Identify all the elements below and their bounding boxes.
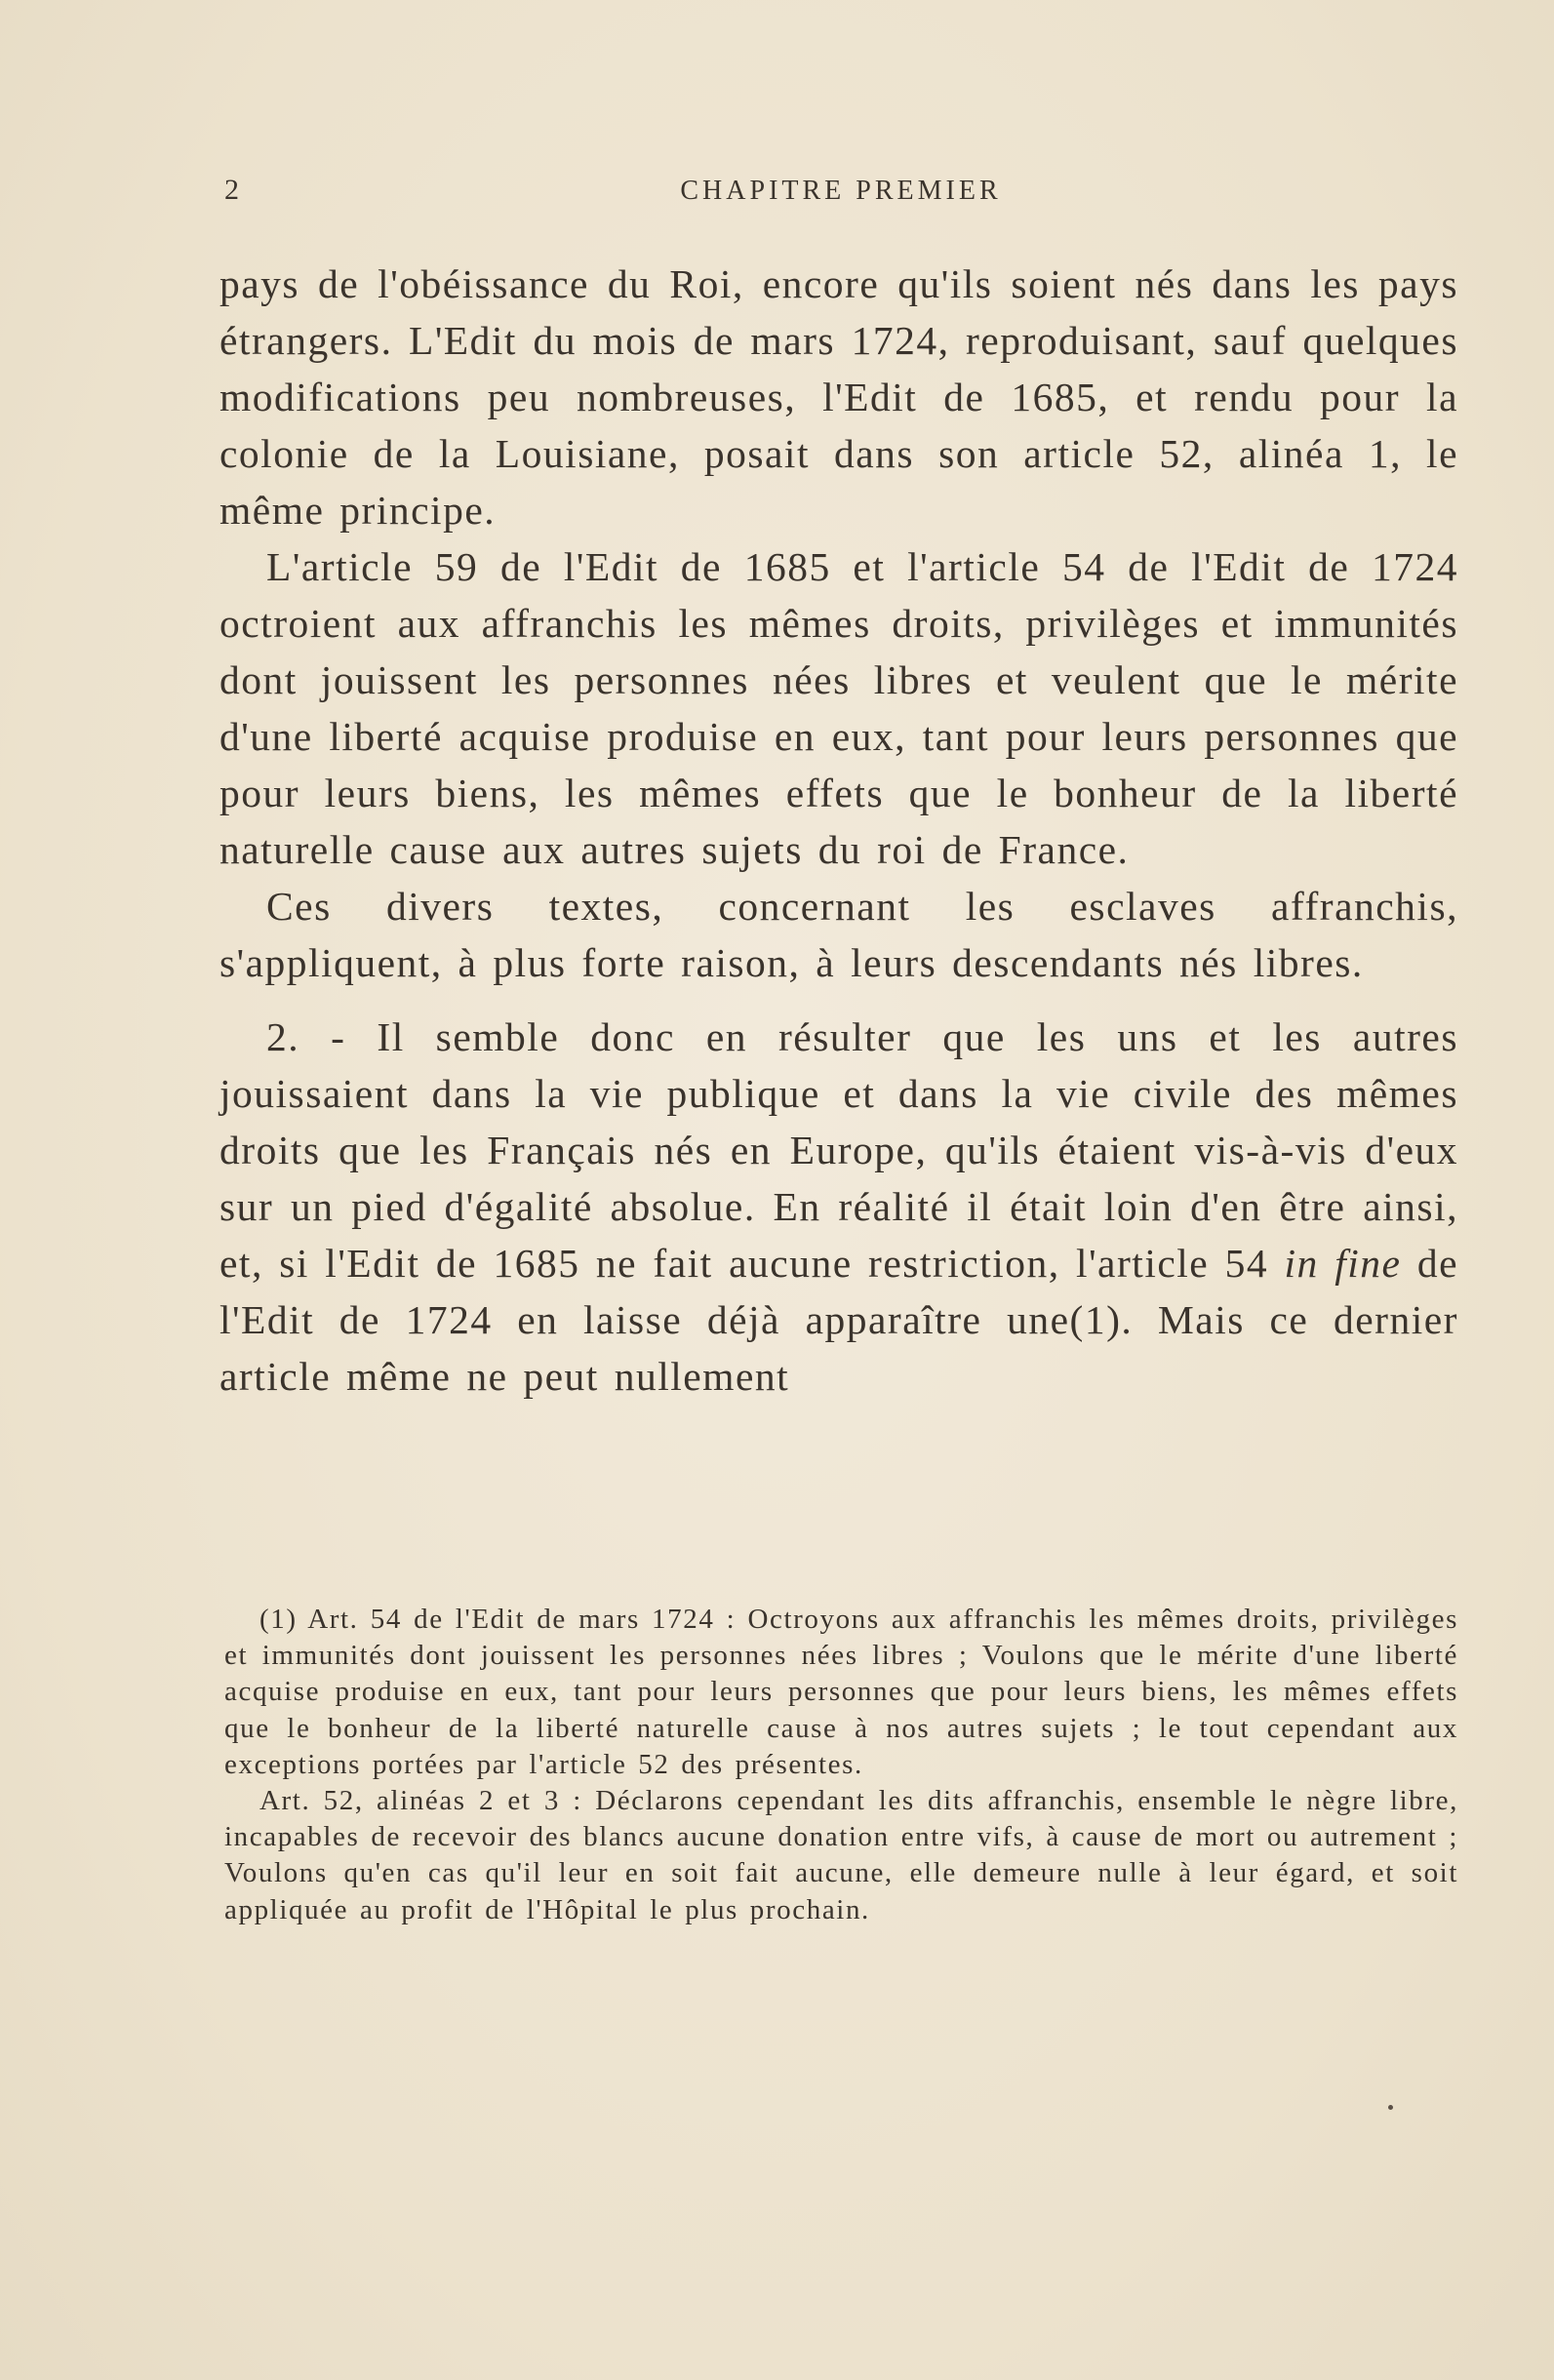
section-2-text-continued: de l'Edit de 1724 en laisse déjà apparaître une(1). Mais ce dernier article même ne peut nullement [219,1241,1459,1399]
paragraph-article-59: L'article 59 de l'Edit de 1685 et l'article 54 de l'Edit de 1724 octroient aux affranchis les mêmes droits, privilèges et immunités dont jouissent les personnes nées libres et veulent que le mérite d'une liberté acquise produise en eux, tant pour leurs personnes que pour leurs biens, les mêmes effets que le bonheur de la liberté naturelle cause aux autres sujets du roi de France. [219,544,1458,872]
footnotes [224,1602,1458,1928]
section-2-text: 2. - Il semble donc en résulter que les uns et les autres jouissaient dans la vie publique et dans la vie civile des mêmes droits que les Français nés en Europe, qu'ils étaient vis-à-vis d'eux sur un pied d'égalité absolue. En réalité il était loin d'en être ainsi, et, si l'Edit de 1685 ne fait aucune restriction, l'article 54 [219,1014,1458,1286]
page-number: 2 [224,174,240,206]
paragraph-divers-textes: Ces divers textes, concernant les esclaves affranchis, s'appliquent, à plus forte raison, à leurs descendants nés libres. [219,884,1458,985]
paper-speck [1388,2105,1393,2110]
main-text [219,256,1458,1405]
page-header [224,174,1457,213]
footnote-1-continued: Art. 52, alinéas 2 et 3 : Déclarons cependant les dits affranchis, ensemble le nègre libre, incapables de recevoir des blancs aucune donation entre vifs, à cause de mort ou autrement ; Voulons qu'en cas qu'il leur en soit fait aucune, elle demeure nulle à leur égard, et soit appliquée au profit de l'Hôpital le plus prochain. [224,1785,1458,1925]
italic-in-fine: in fine [1284,1241,1402,1286]
paragraph-continued: pays de l'obéissance du Roi, encore qu'ils soient nés dans les pays étrangers. L'Edit du mois de mars 1724, reproduisant, sauf quelques modifications peu nombreuses, l'Edit de 1685, et rendu pour la colonie de la Louisiane, posait dans son article 52, alinéa 1, le même principe. [219,261,1458,533]
paragraph-section-2 [219,1009,1458,1405]
footnote-1: (1) Art. 54 de l'Edit de mars 1724 : Octroyons aux affranchis les mêmes droits, privilèges et immunités dont jouissent les personnes nées libres ; Voulons que le mérite d'une liberté acquise produise en eux, tant pour leurs personnes que pour leurs biens, les mêmes effets que le bonheur de la liberté naturelle cause à nos autres sujets ; le tout cependant aux exceptions portées par l'article 52 des présentes. [224,1604,1458,1780]
running-head: CHAPITRE PREMIER [680,176,1002,206]
